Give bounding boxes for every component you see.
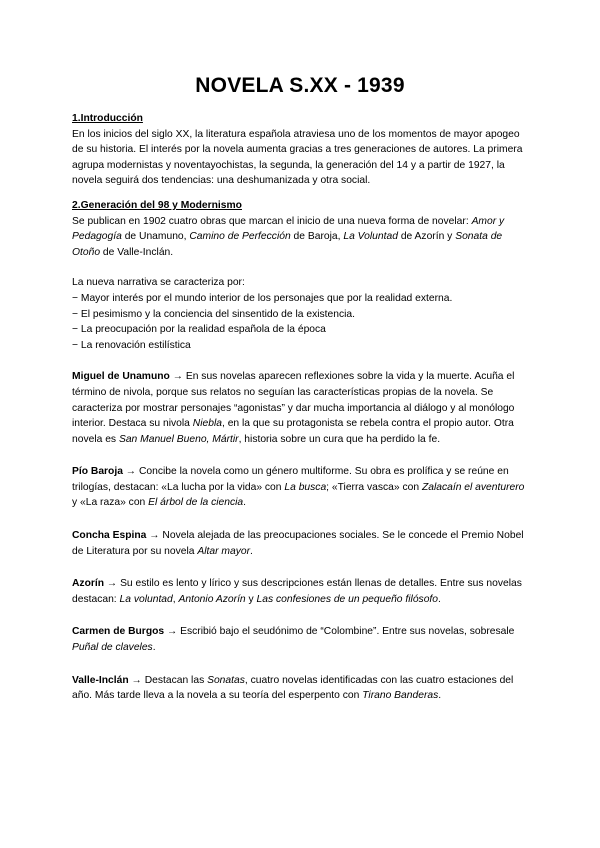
paragraph-introduccion: En los inicios del siglo XX, la literatura española atraviesa uno de los momentos de mayor apogeo de su historia. El interés por la novela aumenta gracias a tres generaciones de autores. La primera agrupa modernistas y noventayochistas, la segunda, la generación del 14 y a partir de 1927, la novela seguirá dos tendencias: una deshumanizada y otra social. bbox=[72, 128, 523, 187]
work-title: El árbol de la ciencia bbox=[148, 497, 244, 509]
paragraph-baroja: Pío Baroja → Concibe la novela como un género multiforme. Su obra es prolífica y se reúne en trilogías, destacan: «La lucha por la vida» con La busca; «Tierra vasca» con Zalacaín el aventurero y «La raza» con El árbol de la ciencia. bbox=[72, 466, 525, 509]
list-item: − Mayor interés por el mundo interior de los personajes que por la realidad externa. bbox=[72, 292, 453, 304]
paragraph-obras-1902: Se publican en 1902 cuatro obras que marcan el inicio de una nueva forma de novelar: Amor y Pedagogía de Unamuno, Camino de Perfección de Baroja, La Voluntad de Azorín y Sonata de Otoño de Valle-Inclán. bbox=[72, 215, 505, 258]
work-title: Sonata de Otoño bbox=[72, 231, 503, 258]
section-heading-generacion-98: 2.Generación del 98 y Modernismo bbox=[72, 199, 242, 211]
work-title: Camino de Perfección bbox=[189, 231, 291, 243]
author-name: Azorín bbox=[72, 578, 105, 590]
paragraph-azorin: Azorín → Su estilo es lento y lírico y sus descripciones están llenas de detalles. Entre sus novelas destacan: La voluntad, Antonio Azorín y Las confesiones de un pequeño filósofo. bbox=[72, 578, 522, 605]
work-title: La Voluntad bbox=[343, 231, 398, 243]
list-intro: La nueva narrativa se caracteriza por: bbox=[72, 277, 245, 289]
work-title: La busca bbox=[284, 481, 327, 493]
author-name: Valle-Inclán bbox=[72, 674, 129, 686]
list-item: − La preocupación por la realidad española de la época bbox=[72, 324, 326, 336]
paragraph-valle-inclan: Valle-Inclán → Destacan las Sonatas, cuatro novelas identificadas con las cuatro estaciones del año. Más tarde lleva a la novela a su teoría del esperpento con Tirano Banderas. bbox=[72, 674, 514, 702]
characteristics-list bbox=[72, 291, 532, 353]
work-title: Tirano Banderas bbox=[362, 690, 439, 702]
document-title: NOVELA S.XX - 1939 bbox=[195, 74, 405, 97]
work-title: Antonio Azorín bbox=[178, 593, 246, 605]
work-title: Puñal de claveles bbox=[72, 642, 153, 654]
paragraph-burgos: Carmen de Burgos → Escribió bajo el seudónimo de “Colombine”. Entre sus novelas, sobresale Puñal de claveles. bbox=[72, 626, 515, 654]
author-name: Pío Baroja bbox=[72, 466, 123, 478]
document-body bbox=[72, 111, 532, 704]
work-title: Sonatas bbox=[207, 674, 245, 686]
paragraph-espina: Concha Espina → Novela alejada de las preocupaciones sociales. Se le concede el Premio Nobel de Literatura por su novela Altar mayor. bbox=[72, 530, 524, 557]
author-name: Miguel de Unamuno bbox=[72, 371, 170, 383]
list-item: − La renovación estilística bbox=[72, 339, 191, 351]
work-title: La voluntad bbox=[119, 593, 173, 605]
paragraph-unamuno: Miguel de Unamuno → En sus novelas aparecen reflexiones sobre la vida y la muerte. Acuña el término de nivola, porque sus relatos no seguían las características propias de la novela. Se caracteriza por mostrar personajes “agonistas” y dar mucha importancia al diálogo y al monólogo interior. Destaca su nivola Niebla, en la que su protagonista se rebela contra el propio autor. Otra novela es San Manuel Bueno, Mártir, historia sobre un cura que ha perdido la fe. bbox=[72, 371, 515, 445]
work-title: Niebla bbox=[192, 418, 222, 430]
work-title: Altar mayor bbox=[197, 545, 251, 557]
work-title: Las confesiones de un pequeño filósofo bbox=[256, 593, 439, 605]
work-title: San Manuel Bueno, Mártir bbox=[118, 433, 239, 445]
work-title: Amor y Pedagogía bbox=[72, 215, 505, 243]
obras-intro-text: Se publican en 1902 cuatro obras que marcan el inicio de una nueva forma de novelar: bbox=[72, 215, 469, 227]
author-name: Concha Espina bbox=[72, 530, 147, 542]
author-name: Carmen de Burgos bbox=[72, 626, 165, 638]
list-item: − El pesimismo y la conciencia del sinsentido de la existencia. bbox=[72, 308, 356, 320]
work-title: Zalacaín el aventurero bbox=[421, 481, 525, 493]
section-heading-introduccion: 1.Introducción bbox=[72, 113, 143, 124]
